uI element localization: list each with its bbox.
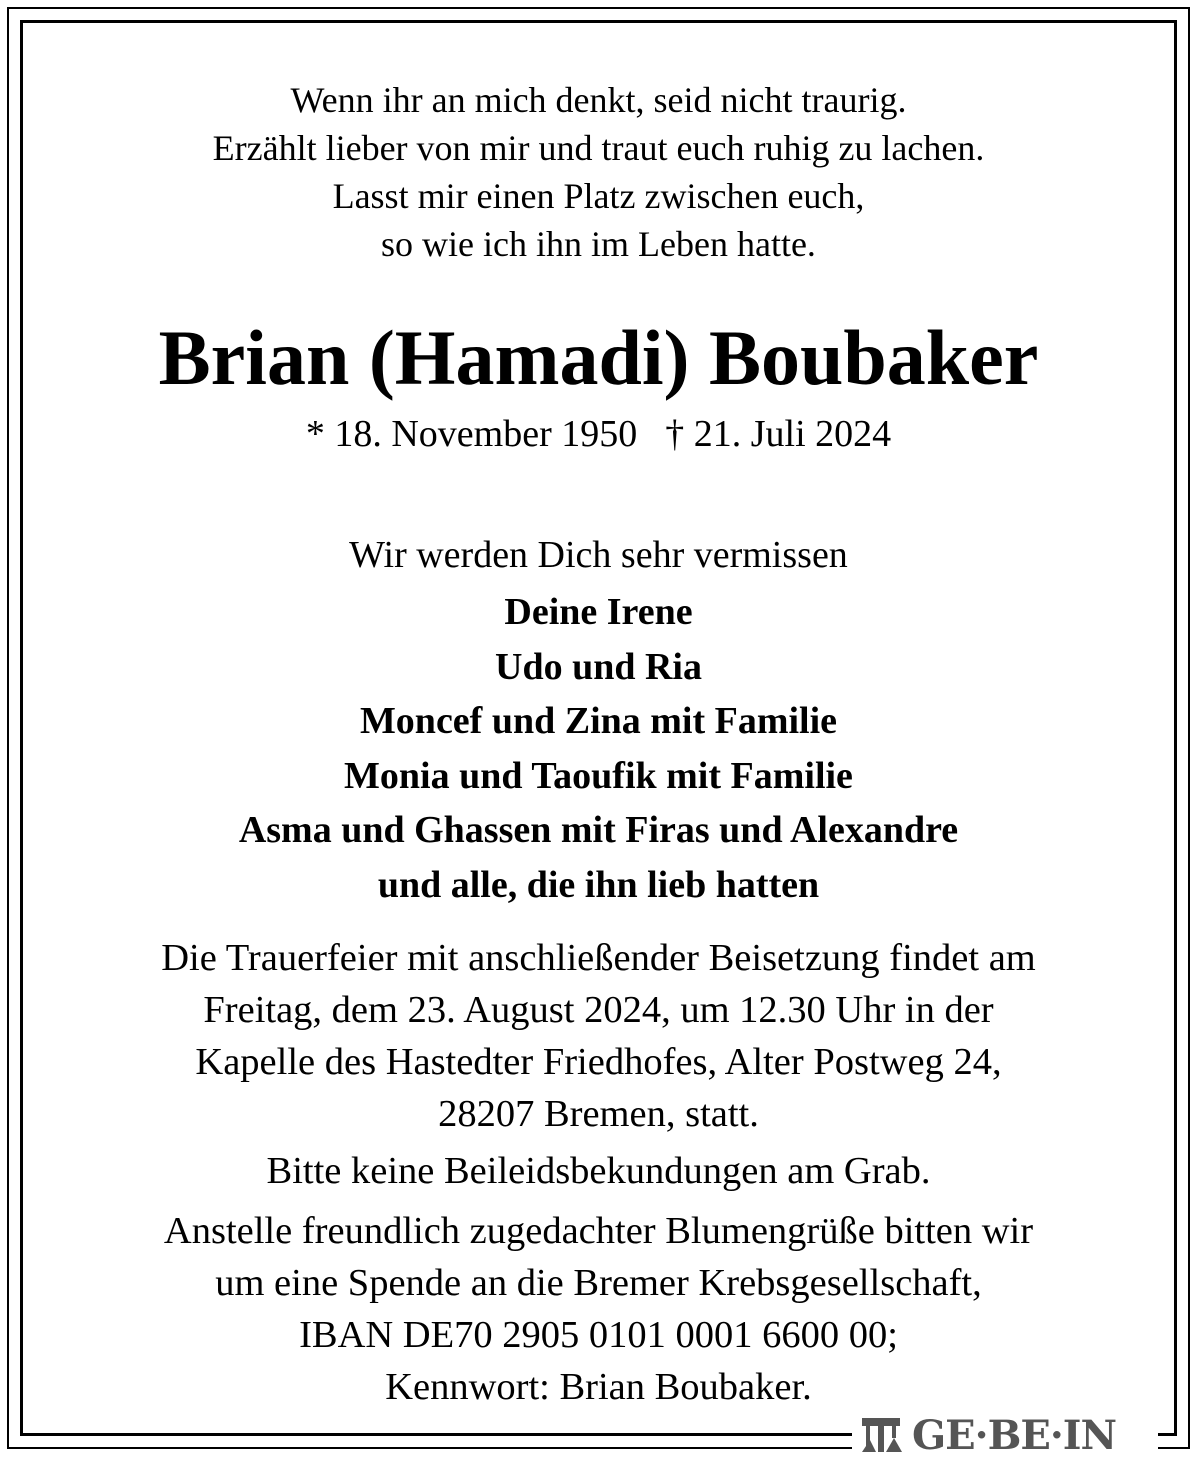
funeral-line: Freitag, dem 23. August 2024, um 12.30 Uhr in der (203, 989, 994, 1031)
funeral-line: Kapelle des Hastedter Friedhofes, Alter Postweg 24, (195, 1041, 1002, 1083)
mourner-line: Moncef und Zina mit Familie (359, 700, 838, 742)
mourner-line: Udo und Ria (495, 645, 702, 688)
donation-line: um eine Spende an die Bremer Krebsgesellschaft, (215, 1262, 982, 1304)
gebein-logo (852, 1412, 1158, 1459)
donation-line: Anstelle freundlich zugedachter Blumengrüße bitten wir (163, 1210, 1034, 1252)
mourner-line: Asma und Ghassen mit Firas und Alexandre (238, 809, 959, 851)
farewell-line: Wir werden Dich sehr vermissen (349, 534, 848, 576)
no-condolences-note: Bitte keine Beileidsbekundungen am Grab. (266, 1150, 931, 1192)
mourner-line: Deine Irene (504, 591, 693, 633)
donation-line: IBAN DE70 2905 0101 0001 6600 00; (299, 1314, 898, 1356)
life-dates (20, 406, 1177, 462)
verse-line: Erzählt lieber von mir und traut euch ruhig zu lachen. (212, 128, 985, 168)
verse-line: Wenn ihr an mich denkt, seid nicht traurig. (290, 80, 907, 120)
funeral-details (20, 932, 1177, 1140)
mourner-line: und alle, die ihn lieb hatten (377, 863, 820, 906)
donation-line: Kennwort: Brian Boubaker. (385, 1366, 812, 1408)
donation-request (20, 1205, 1177, 1413)
funeral-line: Die Trauerfeier mit anschließender Beisetzung findet am (161, 937, 1036, 979)
mourner-line: Monia und Taoufik mit Familie (344, 754, 853, 797)
verse-line: Lasst mir einen Platz zwischen euch, (332, 176, 865, 216)
verse-line: so wie ich ihn im Leben hatte. (381, 224, 816, 264)
funeral-line: 28207 Bremen, statt. (438, 1093, 759, 1135)
logo-text: GE·BE·IN (912, 1412, 1117, 1459)
deceased-name: Brian (Hamadi) Boubaker (158, 314, 1039, 401)
memorial-verse (20, 76, 1177, 268)
birth-date: * 18. November 1950 (305, 413, 638, 455)
mourners-list (20, 585, 1177, 912)
death-date: † 21. Juli 2024 (665, 413, 892, 455)
gebein-house-icon (858, 1416, 908, 1454)
